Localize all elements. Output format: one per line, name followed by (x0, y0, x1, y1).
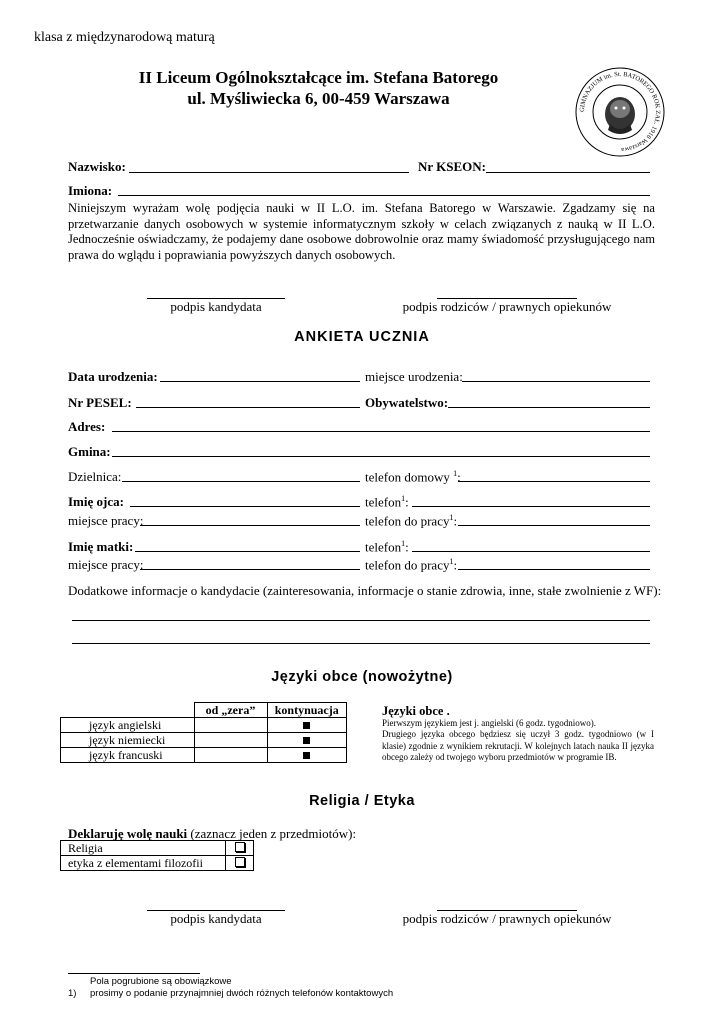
parents-signature-label: podpis rodziców / prawnych opiekunów (402, 299, 612, 314)
languages-note-title: Języki obce . (382, 704, 450, 718)
cont-cell[interactable] (267, 718, 347, 733)
father-phone-field[interactable] (412, 506, 650, 507)
zero-cell[interactable] (194, 718, 267, 733)
cont-cell[interactable] (267, 733, 347, 748)
table-row (61, 841, 254, 856)
commune-field[interactable] (112, 456, 650, 457)
extra-info-line-1[interactable] (72, 620, 650, 621)
mother-workplace-label: miejsce pracy: (68, 557, 144, 572)
languages-title: Języki obce (nowożytne) (271, 669, 453, 685)
language-name: język angielski (61, 718, 195, 733)
seal-text: GIMNAZJUM im. St. BATOREGO ROK ZAŁ. 1918 Warszawa (578, 70, 662, 153)
address-field[interactable] (112, 431, 650, 432)
cont-cell[interactable] (267, 748, 347, 763)
address-label: Adres: (68, 419, 106, 434)
district-label: Dzielnica: (68, 469, 122, 484)
language-name: język niemiecki (61, 733, 195, 748)
mother-phone-field[interactable] (412, 551, 650, 552)
birth-place-label: miejsce urodzenia: (365, 369, 463, 384)
religion-title: Religia / Etyka (309, 793, 415, 809)
parents-signature-label-2: podpis rodziców / prawnych opiekunów (402, 911, 612, 926)
names-label: Imiona: (68, 183, 113, 198)
school-name: II Liceum Ogólnokształcące im. Stefana Batorego (138, 68, 499, 87)
mother-name-label: Imię matki: (68, 539, 134, 554)
table-row (61, 748, 347, 763)
col-cont-header: kontynuacja (267, 703, 347, 718)
names-field[interactable] (118, 195, 650, 196)
father-phone-label: telefon$^1$: (365, 494, 409, 510)
commune-label: Gmina: (68, 444, 111, 459)
mother-work-phone-field[interactable] (458, 569, 650, 570)
checked-square-icon (303, 722, 310, 729)
required-note: Pola pogrubione są obowiązkowe (90, 976, 232, 987)
footnote-separator (68, 973, 200, 974)
class-note: klasa z międzynarodową maturą (34, 30, 215, 45)
father-work-phone-field[interactable] (458, 525, 650, 526)
kseon-field[interactable] (486, 172, 650, 173)
ethics-checkbox[interactable] (226, 856, 254, 871)
school-seal (574, 66, 666, 158)
table-row (61, 718, 347, 733)
checkbox-icon (235, 842, 245, 852)
languages-note-body: Drugiego języka obcego będziesz się uczył 3 godz. tygodniowo (w I klasie) zgodnie z wynikiem rekrutacji. W kolejnych latach nauka II języka obcego zależy od twojego wyboru przedmiotów w programie IB. (382, 729, 654, 762)
father-name-label: Imię ojca: (68, 494, 124, 509)
birth-place-field[interactable] (462, 381, 650, 382)
religion-table (60, 840, 254, 871)
mother-phone-label: telefon$^1$: (365, 539, 409, 555)
table-row (61, 856, 254, 871)
mother-name-field[interactable] (135, 551, 360, 552)
extra-info-line-2[interactable] (72, 643, 650, 644)
pesel-field[interactable] (136, 407, 360, 408)
kseon-label: Nr KSEON: (418, 159, 487, 174)
religion-declaration: Deklaruję wolę nauki (zaznacz jeden z przedmiotów): (68, 826, 357, 841)
surname-field[interactable] (129, 172, 409, 173)
home-phone-label: telefon domowy $^1$: (365, 469, 461, 485)
checkbox-icon (235, 857, 245, 867)
birth-date-label: Data urodzenia: (68, 369, 158, 384)
checked-square-icon (303, 752, 310, 759)
survey-title: ANKIETA UCZNIA (294, 329, 430, 345)
religion-option: Religia (61, 841, 226, 856)
home-phone-field[interactable] (458, 481, 650, 482)
footnote-text: prosimy o podanie przynajmniej dwóch różnych telefonów kontaktowych (90, 988, 394, 999)
zero-cell[interactable] (194, 748, 267, 763)
mother-workplace-field[interactable] (140, 569, 360, 570)
zero-cell[interactable] (194, 733, 267, 748)
citizenship-label: Obywatelstwo: (365, 395, 449, 410)
birth-date-field[interactable] (160, 381, 360, 382)
footnote-number: 1) (68, 988, 77, 999)
father-workplace-label: miejsce pracy: (68, 513, 144, 528)
father-workplace-field[interactable] (140, 525, 360, 526)
surname-label: Nazwisko: (68, 159, 126, 174)
pesel-label: Nr PESEL: (68, 395, 132, 410)
languages-table (60, 702, 347, 763)
father-work-phone-label: telefon do pracy$^1$: (365, 513, 458, 529)
checked-square-icon (303, 737, 310, 744)
extra-info-label: Dodatkowe informacje o kandydacie (zainteresowania, informacje o stanie zdrowia, inne, stałe zwolnienie z WF): (68, 583, 662, 598)
religion-checkbox[interactable] (226, 841, 254, 856)
languages-note-line1: Pierwszym językiem jest j. angielski (6 godz. tygodniowo). (382, 718, 596, 728)
father-name-field[interactable] (130, 506, 360, 507)
district-field[interactable] (122, 481, 360, 482)
candidate-signature-label: podpis kandydata (170, 299, 262, 314)
language-name: język francuski (61, 748, 195, 763)
school-address: ul. Myśliwiecka 6, 00-459 Warszawa (187, 89, 450, 108)
mother-work-phone-label: telefon do pracy$^1$: (365, 557, 458, 573)
citizenship-field[interactable] (448, 407, 650, 408)
col-zero-header: od „zera” (194, 703, 267, 718)
ethics-option: etyka z elementami filozofii (61, 856, 226, 871)
candidate-signature-label-2: podpis kandydata (170, 911, 262, 926)
consent-text: Niniejszym wyrażam wolę podjęcia nauki w II L.O. im. Stefana Batorego w Warszawie. Zgadzamy się na przetwarzanie danych osobowych w systemie informatycznym szkoły w celach związanych z nauką w II L.O. Jednocześnie oświadczamy, że podajemy dane osobowe dobrowolnie oraz mamy świadomość przysługującego nam prawa do wglądu i poprawiania powyższych danych osobowych. (68, 201, 655, 262)
table-row (61, 733, 347, 748)
